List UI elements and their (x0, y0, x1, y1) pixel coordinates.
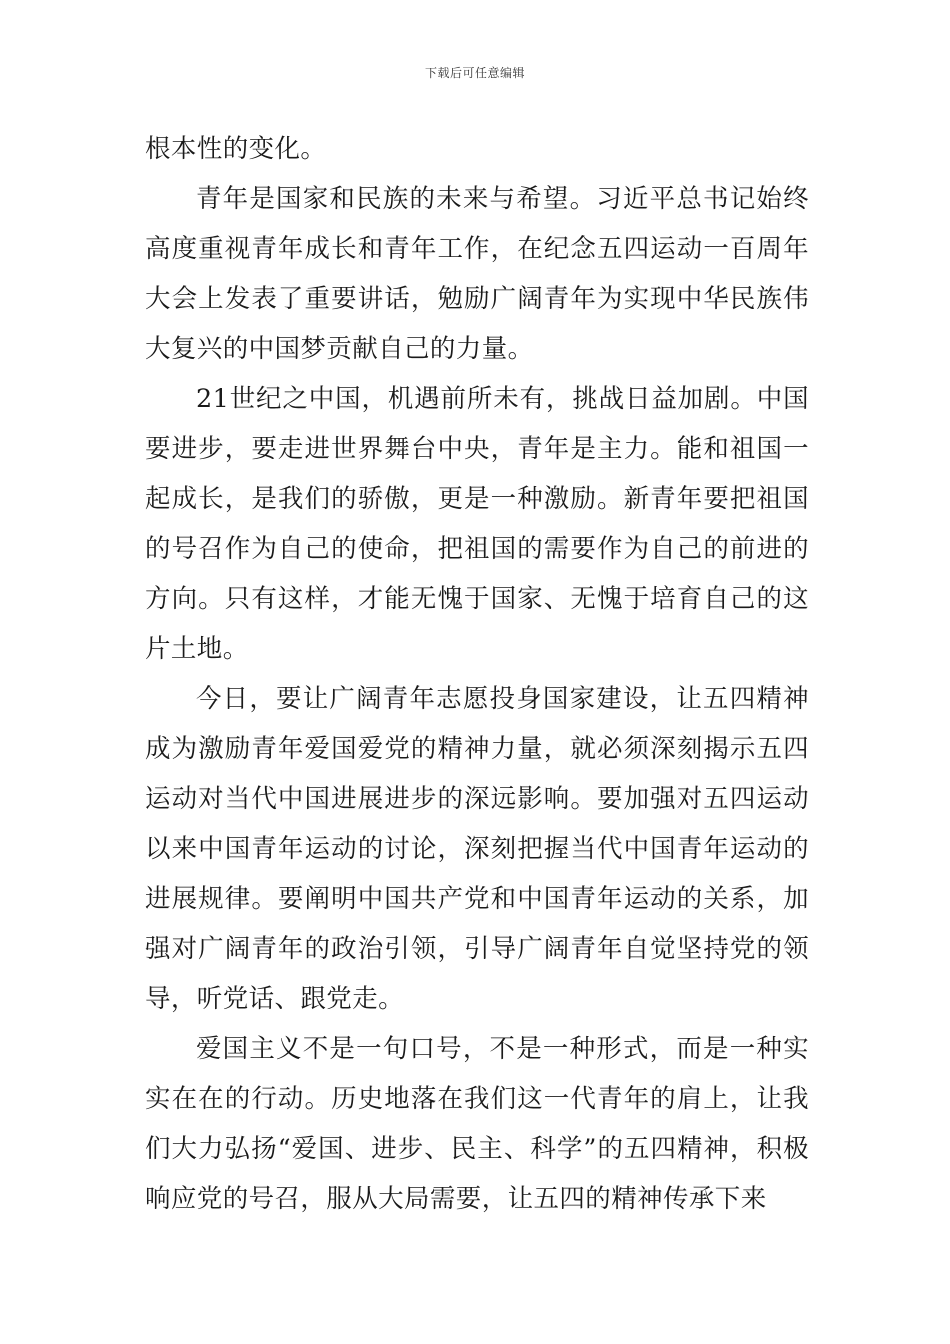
paragraph-may-fourth-spirit: 今日，要让广阔青年志愿投身国家建设，让五四精神成为激励青年爱国爱党的精神力量，就必须深刻揭示五四运动对当代中国进展进步的深远影响。要加强对五四运动以来中国青年运动的讨论，深刻把握当代中国青年运动的进展规律。要阐明中国共产党和中国青年运动的关系，加强对广阔青年的政治引领，引导广阔青年自觉坚持党的领导，听党话、跟党走。 (145, 684, 809, 1014)
paragraph-continuation: 根本性的变化。 (145, 134, 327, 164)
paragraph-youth-future: 青年是国家和民族的未来与希望。习近平总书记始终高度重视青年成长和青年工作，在纪念五四运动一百周年大会上发表了重要讲话，勉励广阔青年为实现中华民族伟大复兴的中国梦贡献自己的力量。 (145, 184, 809, 364)
paragraph-patriotism: 爱国主义不是一句口号，不是一种形式，而是一种实实在在的行动。历史地落在我们这一代青年的肩上，让我们大力弘扬“爱国、进步、民主、科学”的五四精神，积极响应党的号召，服从大局需要，让五四的精神传承下来 (145, 1034, 809, 1214)
page-header: 下载后可任意编辑 (424, 66, 525, 80)
document-body (145, 124, 809, 1224)
paragraph-21st-century: 21世纪之中国，机遇前所未有，挑战日益加剧。中国要进步，要走进世界舞台中央，青年是主力。能和祖国一起成长，是我们的骄傲，更是一种激励。新青年要把祖国的号召作为自己的使命，把祖国的需要作为自己的前进的方向。只有这样，才能无愧于国家、无愧于培育自己的这片土地。 (145, 384, 809, 664)
